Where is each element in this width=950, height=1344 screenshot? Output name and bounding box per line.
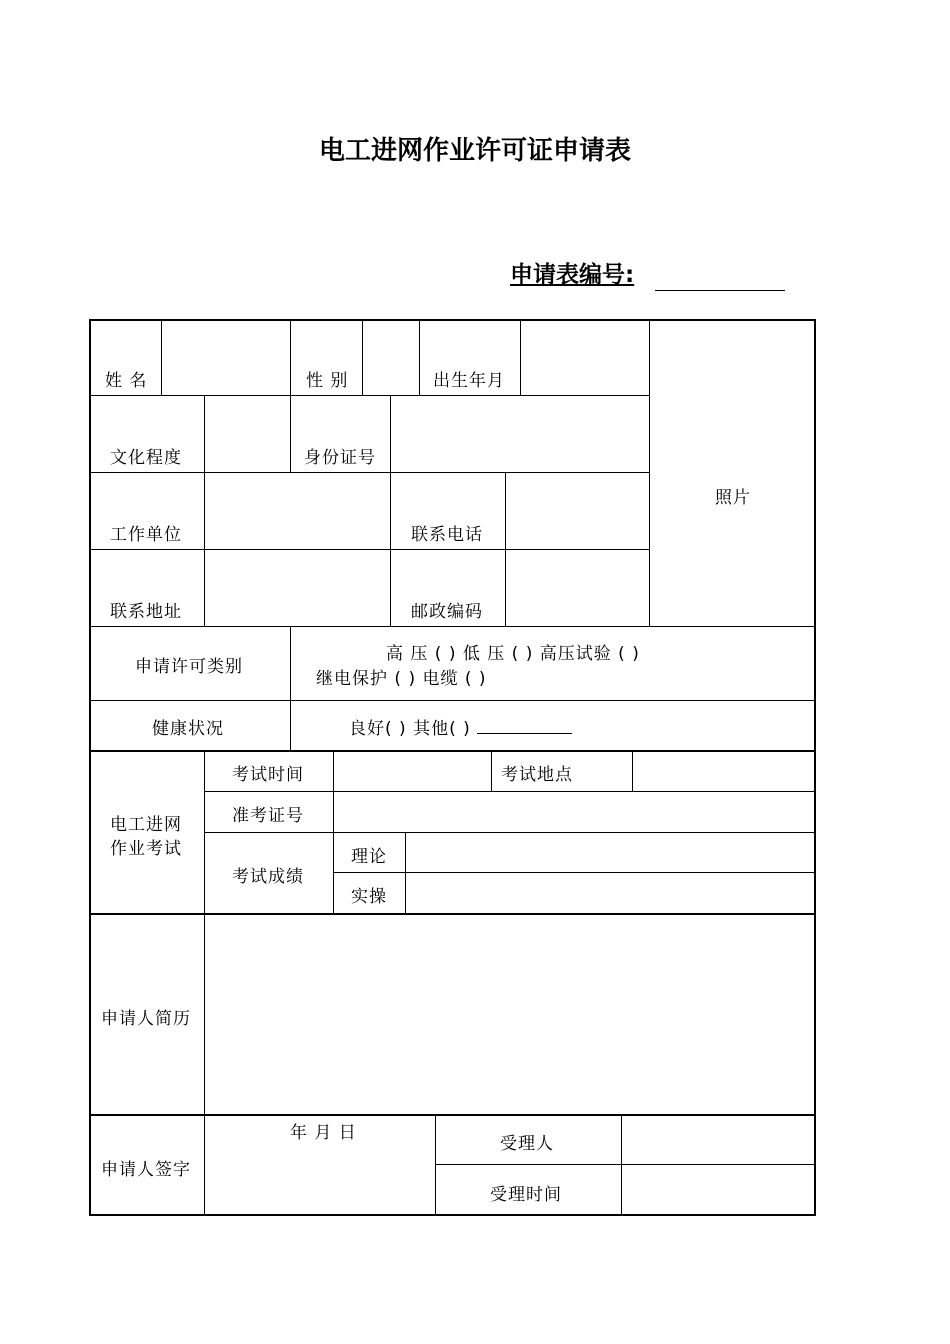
name-label: 姓 名 (105, 371, 148, 391)
health-other-blank[interactable] (477, 719, 572, 734)
form-title: 电工进网作业许可证申请表 (318, 136, 631, 166)
postal-code-label: 邮政编码 (411, 602, 483, 622)
receive-time-label: 受理时间 (490, 1185, 562, 1205)
exam-place-label: 考试地点 (501, 765, 573, 785)
health-options-text: 良好( ) 其他( ) (349, 719, 471, 739)
health-label: 健康状况 (152, 719, 224, 739)
receiver-label: 受理人 (500, 1134, 554, 1154)
signature-label: 申请人签字 (101, 1160, 191, 1180)
exam-section-label-line1: 电工进网 (110, 815, 182, 835)
application-number-label: 申请表编号: (510, 262, 635, 288)
practice-label: 实操 (351, 887, 387, 907)
education-label: 文化程度 (110, 448, 182, 468)
exam-section-label-line2: 作业考试 (110, 839, 182, 859)
photo-label: 照片 (715, 488, 751, 508)
application-number-blank[interactable] (655, 290, 785, 291)
application-form-table (89, 319, 816, 1216)
permit-options-line2[interactable]: 继电保护 ( ) 电缆 ( ) (316, 669, 487, 689)
resume-label: 申请人简历 (101, 1009, 191, 1029)
exam-time-label: 考试时间 (232, 765, 304, 785)
health-options[interactable] (349, 714, 572, 739)
gender-label: 性 别 (306, 371, 349, 391)
theory-label: 理论 (351, 847, 387, 867)
admission-number-label: 准考证号 (232, 806, 304, 826)
exam-score-label: 考试成绩 (232, 867, 304, 887)
address-label: 联系地址 (110, 602, 182, 622)
phone-label: 联系电话 (411, 525, 483, 545)
id-number-label: 身份证号 (304, 448, 376, 468)
work-unit-label: 工作单位 (110, 525, 182, 545)
permit-options-line1[interactable]: 高 压 ( ) 低 压 ( ) 高压试验 ( ) (386, 644, 640, 664)
signature-date: 年 月 日 (290, 1123, 357, 1143)
permit-category-label: 申请许可类别 (135, 657, 243, 677)
birth-label: 出生年月 (433, 371, 505, 391)
